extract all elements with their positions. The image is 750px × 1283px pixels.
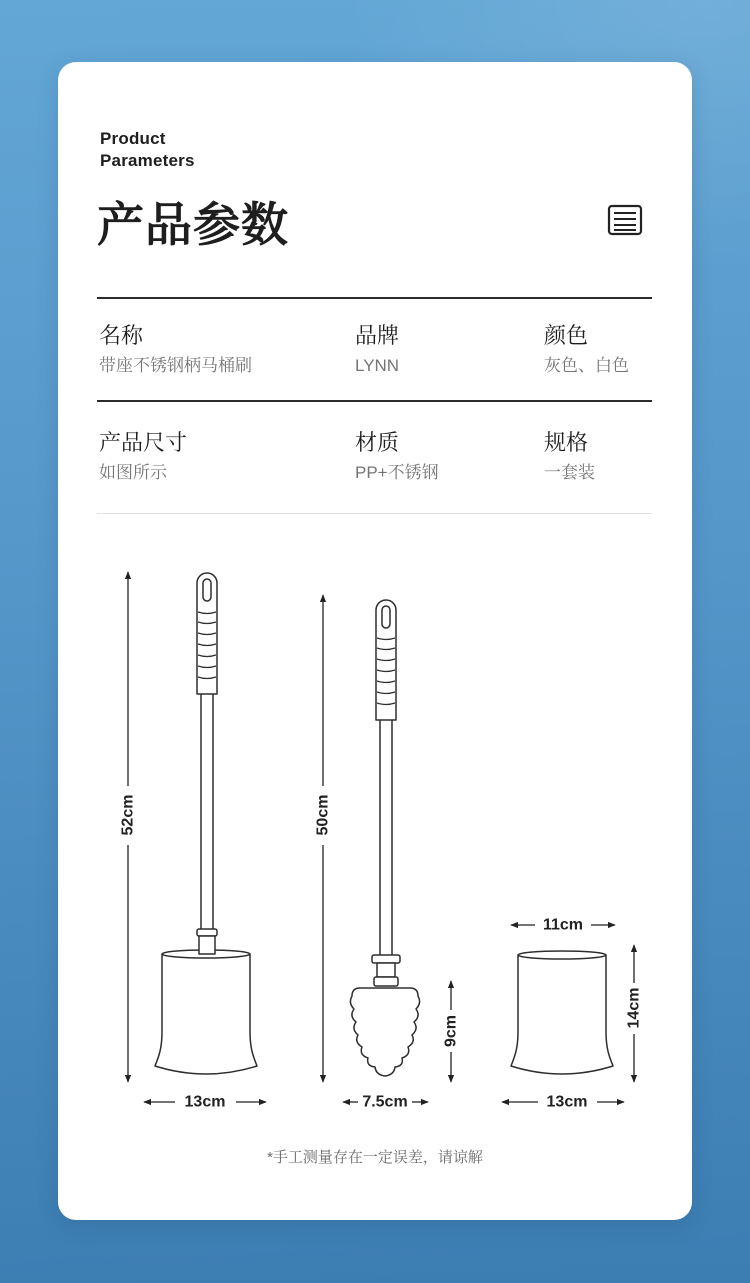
param-spec [544, 429, 595, 484]
param-material [355, 429, 439, 484]
dim-label-head-height: 9cm [442, 1014, 460, 1048]
param-value: 一套装 [544, 463, 595, 482]
page-title: 产品参数 [97, 198, 289, 251]
measurement-footnote: *手工测量存在一定误差，请谅解 [267, 1149, 483, 1166]
dim-label-brush-height: 50cm [314, 794, 332, 836]
dim-label-set-width: 13cm [184, 1093, 226, 1111]
dim-label-holder-height: 14cm [625, 987, 643, 1029]
param-value: LYNN [355, 356, 400, 375]
english-heading-line-2: Parameters [100, 151, 195, 170]
param-label: 材质 [355, 430, 400, 455]
middle-rule [97, 400, 652, 402]
dim-label-head-width: 7.5cm [362, 1093, 408, 1111]
english-heading-line-1: Product [100, 129, 166, 148]
param-label: 规格 [544, 430, 589, 455]
section-divider [97, 513, 652, 514]
top-rule [97, 297, 652, 299]
param-brand [355, 322, 399, 377]
param-label: 名称 [99, 323, 144, 348]
param-value: 带座不锈钢柄马桶刷 [99, 356, 252, 375]
param-value: PP+不锈钢 [355, 463, 439, 482]
dim-label-holder-top-width: 11cm [542, 916, 584, 934]
dim-label-holder-bottom-width: 13cm [546, 1093, 588, 1111]
param-size [99, 429, 187, 484]
list-icon [607, 203, 643, 237]
param-color [544, 322, 629, 377]
dim-label-set-height: 52cm [119, 794, 137, 836]
param-label: 产品尺寸 [99, 430, 188, 455]
param-label: 颜色 [544, 323, 589, 348]
param-value: 灰色、白色 [544, 356, 629, 375]
param-name [99, 322, 252, 377]
param-value: 如图所示 [99, 463, 167, 482]
english-heading [100, 128, 195, 172]
param-label: 品牌 [355, 323, 400, 348]
